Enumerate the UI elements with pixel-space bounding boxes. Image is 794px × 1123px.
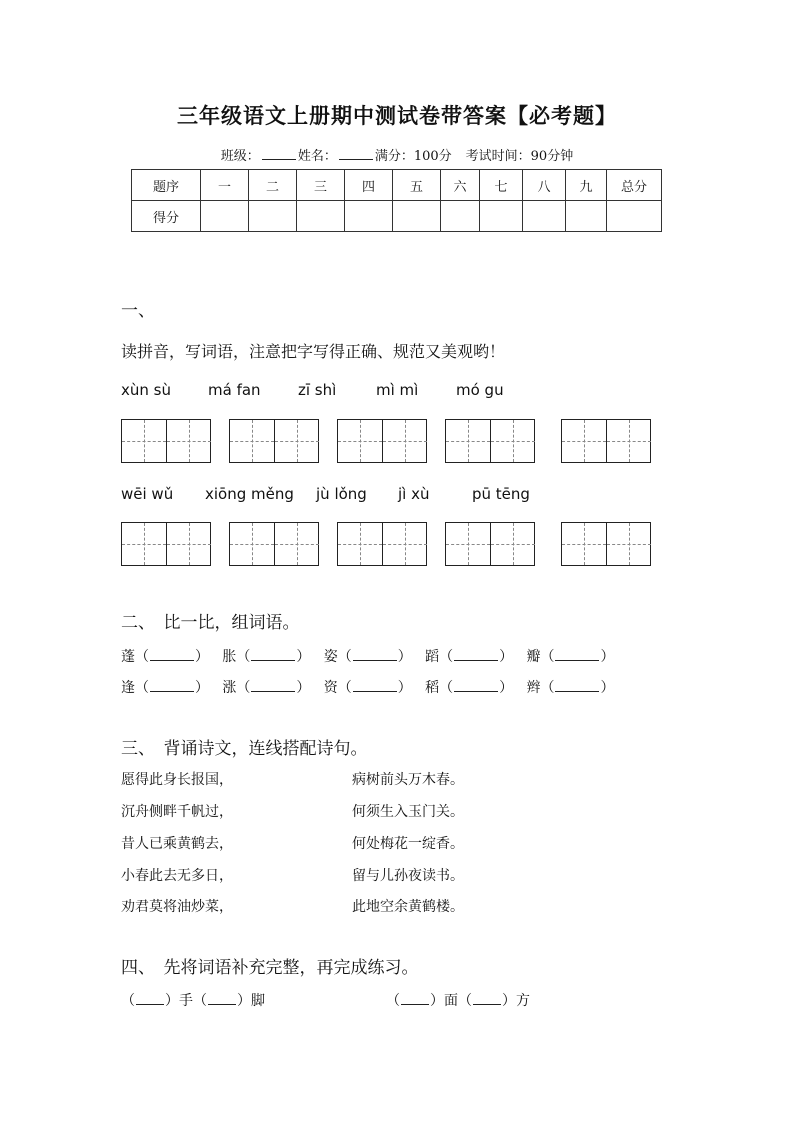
poem-right-3[interactable]: 何处梅花一绽香。 xyxy=(352,836,464,852)
poem-left-3[interactable]: 昔人已乘黄鹤去， xyxy=(121,836,233,852)
compare-char: 逢 xyxy=(121,680,135,696)
writing-grid[interactable] xyxy=(229,522,319,566)
compare-row-1: 蓬（ ） 胀（ ） 姿（ ） 蹈（ ） 瓣（ ） xyxy=(121,649,615,665)
header-cell: 四 xyxy=(345,170,393,201)
writing-grid[interactable] xyxy=(445,522,535,566)
compare-char: 资 xyxy=(323,680,338,696)
name-label: 姓名： xyxy=(297,149,337,164)
header-cell: 六 xyxy=(441,170,480,201)
score-table-header xyxy=(132,170,662,201)
poem-left-1[interactable]: 愿得此身长报国， xyxy=(121,772,233,788)
writing-grid[interactable] xyxy=(337,419,427,463)
poem-right-5[interactable]: 此地空余黄鹤楼。 xyxy=(352,899,464,915)
answer-blank[interactable] xyxy=(555,650,599,661)
answer-blank[interactable] xyxy=(401,994,429,1005)
time-label: 考试时间：90分钟 xyxy=(465,149,574,164)
row-label: 得分 xyxy=(132,201,201,232)
pinyin-2-1: wēi wǔ xyxy=(121,485,174,503)
poem-right-2[interactable]: 何须生入玉门关。 xyxy=(352,804,464,820)
fill-char: 手 xyxy=(179,993,193,1009)
class-label: 班级： xyxy=(220,149,260,164)
pinyin-1-4: mì mì xyxy=(376,381,419,399)
score-cell[interactable] xyxy=(523,201,566,232)
answer-blank[interactable] xyxy=(473,994,501,1005)
answer-blank[interactable] xyxy=(353,681,397,692)
pinyin-1-2: má fan xyxy=(208,381,261,399)
section1-instruction: 读拼音，写词语，注意把字写得正确、规范又美观哟！ xyxy=(121,342,506,361)
answer-blank[interactable] xyxy=(555,681,599,692)
answer-blank[interactable] xyxy=(251,650,295,661)
score-table-row xyxy=(132,201,662,232)
pinyin-2-2: xiōng měng xyxy=(205,485,294,503)
compare-char: 蹈 xyxy=(425,649,440,665)
compare-row-2: 逢（ ） 涨（ ） 资（ ） 稻（ ） 辫（ ） xyxy=(121,680,615,696)
header-cell: 一 xyxy=(201,170,249,201)
fill-char: 方 xyxy=(516,993,530,1009)
pinyin-1-3: zī shì xyxy=(298,381,337,399)
pinyin-1-5: mó gu xyxy=(456,381,504,399)
compare-char: 姿 xyxy=(323,649,338,665)
header-cell: 二 xyxy=(249,170,297,201)
score-cell[interactable] xyxy=(345,201,393,232)
answer-blank[interactable] xyxy=(150,681,194,692)
section2-heading: 二、 比一比，组词语。 xyxy=(121,613,300,633)
pinyin-2-5: pū tēng xyxy=(472,485,530,503)
poem-left-5[interactable]: 劝君莫将油炒菜， xyxy=(121,899,233,915)
name-blank xyxy=(339,147,373,160)
score-cell[interactable] xyxy=(566,201,607,232)
section1-number: 一、 xyxy=(121,301,155,321)
header-cell: 总分 xyxy=(607,170,662,201)
answer-blank[interactable] xyxy=(353,650,397,661)
fill-char: 面 xyxy=(444,993,458,1009)
fill-item-2: （ ）面（ ）方 xyxy=(386,993,530,1009)
section4-heading: 四、 先将词语补充完整，再完成练习。 xyxy=(121,958,419,978)
writing-grid[interactable] xyxy=(445,419,535,463)
compare-char: 稻 xyxy=(425,680,440,696)
exam-info xyxy=(0,145,794,164)
score-table xyxy=(131,169,662,232)
compare-char: 辫 xyxy=(526,680,541,696)
score-cell[interactable] xyxy=(249,201,297,232)
score-cell[interactable] xyxy=(201,201,249,232)
writing-grid[interactable] xyxy=(337,522,427,566)
score-cell[interactable] xyxy=(480,201,523,232)
compare-char: 瓣 xyxy=(526,649,541,665)
fill-item-1: （ ）手（ ）脚 xyxy=(121,993,265,1009)
poem-right-1[interactable]: 病树前头万木春。 xyxy=(352,772,464,788)
answer-blank[interactable] xyxy=(208,994,236,1005)
answer-blank[interactable] xyxy=(454,681,498,692)
compare-char: 蓬 xyxy=(121,649,135,665)
class-blank xyxy=(262,147,296,160)
score-label: 满分：100分 xyxy=(374,149,452,164)
writing-grid[interactable] xyxy=(561,419,651,463)
header-cell: 题序 xyxy=(132,170,201,201)
pinyin-2-3: jù lǒng xyxy=(316,485,367,503)
answer-blank[interactable] xyxy=(251,681,295,692)
compare-char: 胀 xyxy=(222,649,237,665)
answer-blank[interactable] xyxy=(136,994,164,1005)
writing-grid[interactable] xyxy=(561,522,651,566)
header-cell: 七 xyxy=(480,170,523,201)
score-cell[interactable] xyxy=(607,201,662,232)
poem-right-4[interactable]: 留与儿孙夜读书。 xyxy=(352,868,464,884)
page-title: 三年级语文上册期中测试卷带答案【必考题】 xyxy=(177,103,617,128)
answer-blank[interactable] xyxy=(150,650,194,661)
header-cell: 五 xyxy=(393,170,441,201)
writing-grid[interactable] xyxy=(121,522,211,566)
header-cell: 九 xyxy=(566,170,607,201)
score-cell[interactable] xyxy=(297,201,345,232)
header-cell: 八 xyxy=(523,170,566,201)
writing-grid[interactable] xyxy=(121,419,211,463)
header-cell: 三 xyxy=(297,170,345,201)
compare-char: 涨 xyxy=(222,680,237,696)
score-cell[interactable] xyxy=(441,201,480,232)
poem-left-2[interactable]: 沉舟侧畔千帆过， xyxy=(121,804,233,820)
poem-left-4[interactable]: 小春此去无多日， xyxy=(121,868,233,884)
pinyin-1-1: xùn sù xyxy=(121,381,171,399)
writing-grid[interactable] xyxy=(229,419,319,463)
score-cell[interactable] xyxy=(393,201,441,232)
fill-char: 脚 xyxy=(251,993,265,1009)
section3-heading: 三、 背诵诗文，连线搭配诗句。 xyxy=(121,739,368,759)
answer-blank[interactable] xyxy=(454,650,498,661)
pinyin-2-4: jì xù xyxy=(398,485,430,503)
